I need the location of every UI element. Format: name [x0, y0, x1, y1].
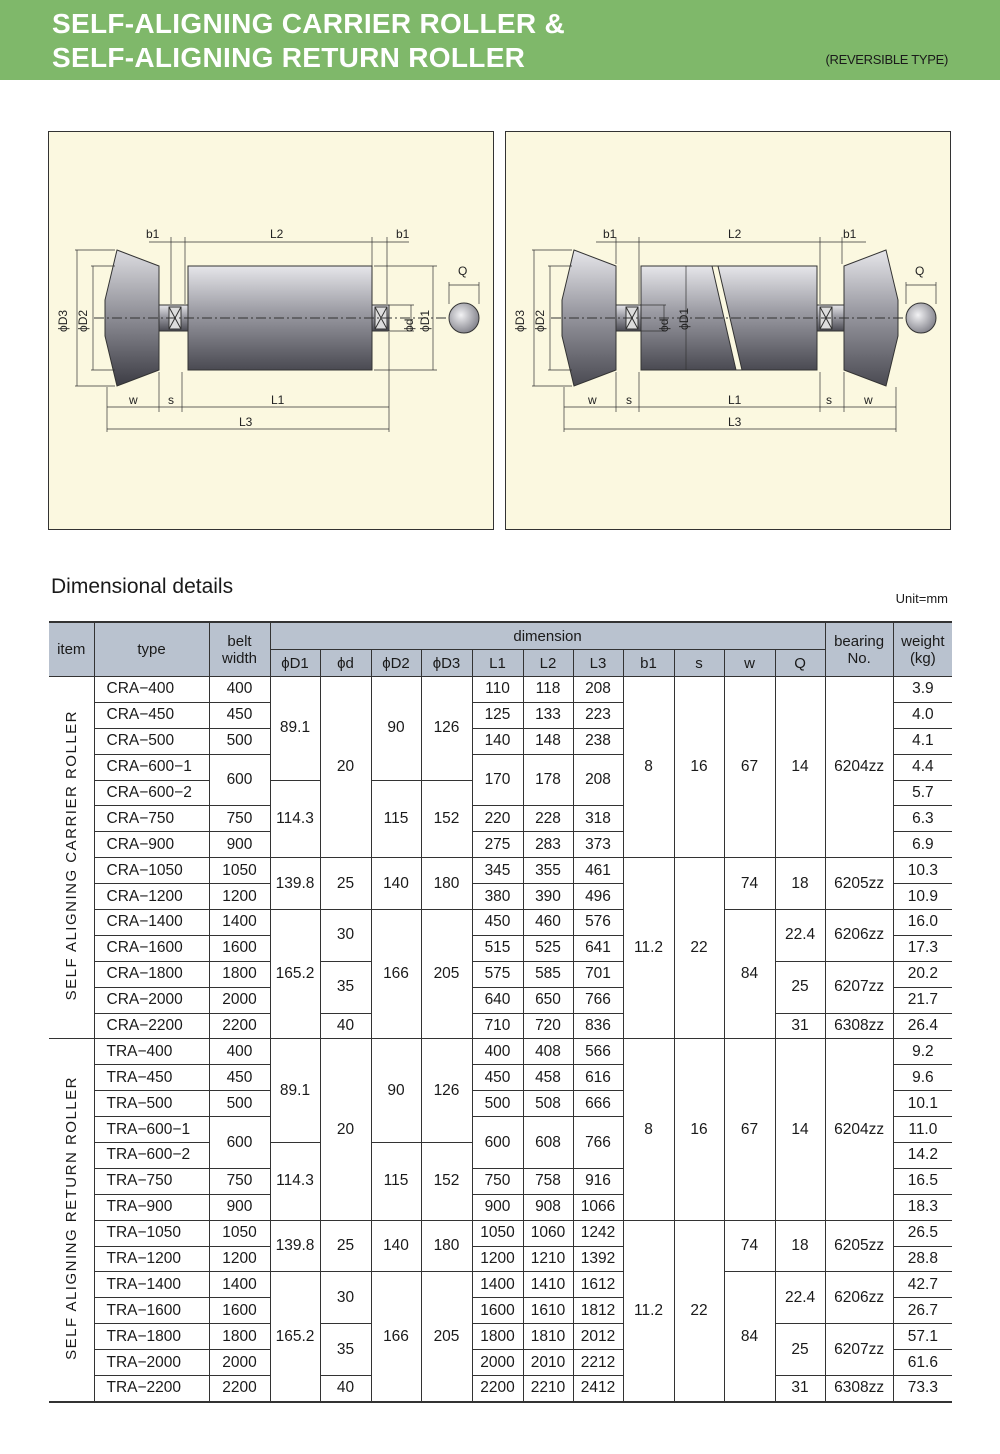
l2-cell: 908 — [523, 1194, 573, 1220]
l1-cell: 140 — [472, 728, 523, 754]
s-cell: 16 — [674, 677, 724, 858]
weight-cell: 16.5 — [893, 1168, 952, 1194]
l1-cell: 750 — [472, 1168, 523, 1194]
q-cell: 25 — [775, 961, 825, 1013]
l2-cell: 460 — [523, 910, 573, 936]
width-cell: 900 — [209, 832, 270, 858]
l2-cell: 650 — [523, 987, 573, 1013]
l3-cell: 238 — [573, 728, 623, 754]
l3-cell: 1612 — [573, 1272, 623, 1298]
d-cell: 30 — [320, 1272, 371, 1324]
table-row — [49, 1324, 952, 1350]
type-cell: CRA−900 — [94, 832, 209, 858]
weight-cell: 73.3 — [893, 1376, 952, 1402]
width-cell: 1050 — [209, 1220, 270, 1246]
weight-cell: 10.9 — [893, 884, 952, 910]
unit-label: Unit=mm — [895, 591, 948, 606]
group-carrier-label: SELF ALIGNING CARRIER ROLLER — [62, 710, 80, 1001]
dim-d1-label-2: ϕD1 — [677, 307, 691, 330]
d-cell: 40 — [320, 1376, 371, 1402]
weight-cell: 57.1 — [893, 1324, 952, 1350]
type-cell: TRA−2200 — [94, 1376, 209, 1402]
d-cell: 30 — [320, 910, 371, 962]
dim-w-right-label-2: w — [864, 393, 873, 407]
l2-cell: 1610 — [523, 1298, 573, 1324]
d3-cell: 126 — [421, 1039, 472, 1143]
width-cell: 750 — [209, 1168, 270, 1194]
type-cell: CRA−2000 — [94, 987, 209, 1013]
type-cell: TRA−2000 — [94, 1350, 209, 1376]
weight-cell: 6.9 — [893, 832, 952, 858]
l3-cell: 223 — [573, 702, 623, 728]
group-return — [49, 1039, 94, 1402]
bearing-cell: 6205zz — [825, 858, 893, 910]
width-cell: 1400 — [209, 1272, 270, 1298]
width-cell: 2000 — [209, 1350, 270, 1376]
w-cell: 67 — [724, 677, 775, 858]
type-cell: TRA−450 — [94, 1065, 209, 1091]
type-cell: CRA−600−1 — [94, 754, 209, 780]
q-cell: 31 — [775, 1376, 825, 1402]
type-cell: TRA−900 — [94, 1194, 209, 1220]
dim-l1-label-2: L1 — [728, 393, 742, 407]
bearing-cell: 6204zz — [825, 1039, 893, 1220]
l2-cell: 408 — [523, 1039, 573, 1065]
table-row — [49, 910, 952, 936]
l2-cell: 1060 — [523, 1220, 573, 1246]
l2-cell: 355 — [523, 858, 573, 884]
d-cell: 35 — [320, 961, 371, 1013]
weight-cell: 6.3 — [893, 806, 952, 832]
d-cell: 35 — [320, 1324, 371, 1376]
l3-cell: 1812 — [573, 1298, 623, 1324]
l1-cell: 170 — [472, 754, 523, 806]
weight-cell: 26.5 — [893, 1220, 952, 1246]
l1-cell: 125 — [472, 702, 523, 728]
width-cell: 2200 — [209, 1013, 270, 1039]
l2-cell: 390 — [523, 884, 573, 910]
l2-cell: 1810 — [523, 1324, 573, 1350]
weight-cell: 10.1 — [893, 1091, 952, 1117]
bearing-cell: 6207zz — [825, 961, 893, 1013]
l1-cell: 2000 — [472, 1350, 523, 1376]
dim-d3-label-2: ϕD3 — [513, 309, 527, 332]
page-title-line1: SELF-ALIGNING CARRIER ROLLER & — [52, 8, 565, 39]
l3-cell: 566 — [573, 1039, 623, 1065]
l2-cell: 525 — [523, 935, 573, 961]
l1-cell: 345 — [472, 858, 523, 884]
bearing-cell: 6207zz — [825, 1324, 893, 1376]
dim-b1-right-label: b1 — [396, 227, 410, 241]
header-item: item — [49, 622, 94, 677]
l3-cell: 461 — [573, 858, 623, 884]
table-row — [49, 1013, 952, 1039]
width-cell: 2000 — [209, 987, 270, 1013]
weight-cell: 18.3 — [893, 1194, 952, 1220]
l3-cell: 2012 — [573, 1324, 623, 1350]
l2-cell: 758 — [523, 1168, 573, 1194]
l2-cell: 228 — [523, 806, 573, 832]
w-cell: 84 — [724, 910, 775, 1039]
l2-cell: 178 — [523, 754, 573, 806]
type-cell: CRA−1050 — [94, 858, 209, 884]
type-cell: CRA−1600 — [94, 935, 209, 961]
weight-cell: 5.7 — [893, 780, 952, 806]
type-cell: CRA−500 — [94, 728, 209, 754]
width-cell: 750 — [209, 806, 270, 832]
dim-d-label-2: ϕd — [657, 318, 671, 332]
l2-cell: 720 — [523, 1013, 573, 1039]
type-cell: TRA−1050 — [94, 1220, 209, 1246]
d-cell: 25 — [320, 1220, 371, 1272]
l2-cell: 133 — [523, 702, 573, 728]
page-subtitle: (REVERSIBLE TYPE) — [825, 52, 948, 67]
dim-s-label: s — [168, 393, 174, 407]
d-cell: 20 — [320, 1039, 371, 1220]
l2-cell: 148 — [523, 728, 573, 754]
l1-cell: 710 — [472, 1013, 523, 1039]
header-l3: L3 — [573, 650, 623, 677]
l2-cell: 2210 — [523, 1376, 573, 1402]
width-cell: 400 — [209, 677, 270, 703]
l3-cell: 2412 — [573, 1376, 623, 1402]
d3-cell: 205 — [421, 910, 472, 1039]
w-cell: 74 — [724, 1220, 775, 1272]
l1-cell: 275 — [472, 832, 523, 858]
l1-cell: 2200 — [472, 1376, 523, 1402]
header-dimension: dimension — [270, 622, 825, 650]
dim-s-left-label-2: s — [626, 393, 632, 407]
l3-cell: 1242 — [573, 1220, 623, 1246]
dim-l1-label: L1 — [271, 393, 285, 407]
d2-cell: 115 — [371, 1143, 421, 1221]
l2-cell: 1210 — [523, 1246, 573, 1272]
table-row — [49, 961, 952, 987]
weight-cell: 4.0 — [893, 702, 952, 728]
weight-cell: 61.6 — [893, 1350, 952, 1376]
dim-d2-label-2: ϕD2 — [533, 309, 547, 332]
width-cell: 1050 — [209, 858, 270, 884]
l3-cell: 666 — [573, 1091, 623, 1117]
l3-cell: 208 — [573, 754, 623, 806]
table-row — [49, 858, 952, 884]
weight-cell: 9.6 — [893, 1065, 952, 1091]
header-s: s — [674, 650, 724, 677]
width-cell: 600 — [209, 754, 270, 806]
width-cell: 500 — [209, 728, 270, 754]
type-cell: TRA−600−1 — [94, 1117, 209, 1143]
width-cell: 1800 — [209, 1324, 270, 1350]
l3-cell: 766 — [573, 987, 623, 1013]
d2-cell: 140 — [371, 1220, 421, 1272]
weight-cell: 10.3 — [893, 858, 952, 884]
type-cell: TRA−1800 — [94, 1324, 209, 1350]
dim-w-left-label-2: w — [588, 393, 597, 407]
q-cell: 22.4 — [775, 910, 825, 962]
dim-q-label: Q — [458, 264, 468, 278]
l1-cell: 400 — [472, 1039, 523, 1065]
d1-cell: 114.3 — [270, 1143, 320, 1221]
width-cell: 500 — [209, 1091, 270, 1117]
header-l2: L2 — [523, 650, 573, 677]
type-cell: TRA−500 — [94, 1091, 209, 1117]
dim-b1-left-label: b1 — [146, 227, 160, 241]
header-b1: b1 — [623, 650, 674, 677]
dim-l3-label: L3 — [239, 415, 253, 429]
w-cell: 84 — [724, 1272, 775, 1402]
header-bearing: bearing No. — [825, 622, 893, 677]
l1-cell: 575 — [472, 961, 523, 987]
dim-d1-label: ϕD1 — [418, 309, 432, 332]
dim-b1-right-label-2: b1 — [843, 227, 857, 241]
d3-cell: 205 — [421, 1272, 472, 1402]
table-row — [49, 677, 952, 703]
d2-cell: 90 — [371, 677, 421, 781]
type-cell: TRA−750 — [94, 1168, 209, 1194]
header-belt-width: belt width — [209, 622, 270, 677]
d3-cell: 180 — [421, 858, 472, 910]
return-roller-drawing — [505, 131, 951, 530]
d-cell: 20 — [320, 677, 371, 858]
weight-cell: 9.2 — [893, 1039, 952, 1065]
weight-cell: 26.7 — [893, 1298, 952, 1324]
bearing-cell: 6308zz — [825, 1013, 893, 1039]
carrier-rows — [49, 677, 952, 1039]
l3-cell: 318 — [573, 806, 623, 832]
weight-cell: 4.1 — [893, 728, 952, 754]
dim-d2-label: ϕD2 — [76, 309, 90, 332]
type-cell: CRA−450 — [94, 702, 209, 728]
l1-cell: 450 — [472, 910, 523, 936]
header-type: type — [94, 622, 209, 677]
type-cell: CRA−750 — [94, 806, 209, 832]
d3-cell: 152 — [421, 780, 472, 858]
return-rows — [49, 1039, 952, 1402]
header-d3: ϕD3 — [421, 650, 472, 677]
l1-cell: 450 — [472, 1065, 523, 1091]
q-cell: 18 — [775, 858, 825, 910]
width-cell: 600 — [209, 1117, 270, 1169]
l2-cell: 2010 — [523, 1350, 573, 1376]
l1-cell: 1600 — [472, 1298, 523, 1324]
width-cell: 1800 — [209, 961, 270, 987]
carrier-roller-drawing — [48, 131, 494, 530]
type-cell: TRA−1200 — [94, 1246, 209, 1272]
dim-q-label-2: Q — [915, 264, 925, 278]
q-cell: 22.4 — [775, 1272, 825, 1324]
l3-cell: 701 — [573, 961, 623, 987]
type-cell: CRA−1800 — [94, 961, 209, 987]
weight-cell: 4.4 — [893, 754, 952, 780]
type-cell: CRA−1200 — [94, 884, 209, 910]
b1-cell: 8 — [623, 677, 674, 858]
d1-cell: 114.3 — [270, 780, 320, 858]
d2-cell: 90 — [371, 1039, 421, 1143]
weight-cell: 21.7 — [893, 987, 952, 1013]
header-d1: ϕD1 — [270, 650, 320, 677]
dim-l2-label-2: L2 — [728, 227, 742, 241]
q-cell: 14 — [775, 677, 825, 858]
weight-cell: 11.0 — [893, 1117, 952, 1143]
q-cell: 14 — [775, 1039, 825, 1220]
l3-cell: 2212 — [573, 1350, 623, 1376]
l3-cell: 916 — [573, 1168, 623, 1194]
table-row — [49, 1272, 952, 1298]
bearing-cell: 6308zz — [825, 1376, 893, 1402]
s-cell: 22 — [674, 1220, 724, 1402]
l3-cell: 836 — [573, 1013, 623, 1039]
bearing-cell: 6205zz — [825, 1220, 893, 1272]
weight-cell: 16.0 — [893, 910, 952, 936]
d1-cell: 165.2 — [270, 1272, 320, 1402]
l2-cell: 118 — [523, 677, 573, 703]
d1-cell: 165.2 — [270, 910, 320, 1039]
q-cell: 18 — [775, 1220, 825, 1272]
l2-cell: 508 — [523, 1091, 573, 1117]
d1-cell: 89.1 — [270, 677, 320, 781]
l3-cell: 1066 — [573, 1194, 623, 1220]
l1-cell: 900 — [472, 1194, 523, 1220]
l1-cell: 515 — [472, 935, 523, 961]
dimension-table — [49, 621, 952, 1403]
d1-cell: 139.8 — [270, 1220, 320, 1272]
header-d2: ϕD2 — [371, 650, 421, 677]
w-cell: 74 — [724, 858, 775, 910]
s-cell: 22 — [674, 858, 724, 1039]
width-cell: 1200 — [209, 884, 270, 910]
width-cell: 900 — [209, 1194, 270, 1220]
weight-cell: 14.2 — [893, 1143, 952, 1169]
type-cell: CRA−2200 — [94, 1013, 209, 1039]
bearing-cell: 6206zz — [825, 1272, 893, 1324]
l2-cell: 608 — [523, 1117, 573, 1169]
group-carrier — [49, 677, 94, 1039]
d2-cell: 140 — [371, 858, 421, 910]
width-cell: 450 — [209, 702, 270, 728]
type-cell: TRA−1600 — [94, 1298, 209, 1324]
section-title: Dimensional details — [51, 575, 234, 598]
l2-cell: 585 — [523, 961, 573, 987]
weight-cell: 26.4 — [893, 1013, 952, 1039]
l2-cell: 1410 — [523, 1272, 573, 1298]
table-row — [49, 1220, 952, 1246]
b1-cell: 11.2 — [623, 1220, 674, 1402]
width-cell: 1600 — [209, 935, 270, 961]
l3-cell: 766 — [573, 1117, 623, 1169]
l3-cell: 1392 — [573, 1246, 623, 1272]
q-cell: 25 — [775, 1324, 825, 1376]
dim-d3-label: ϕD3 — [56, 309, 70, 332]
l1-cell: 220 — [472, 806, 523, 832]
l3-cell: 641 — [573, 935, 623, 961]
d-cell: 40 — [320, 1013, 371, 1039]
b1-cell: 11.2 — [623, 858, 674, 1039]
l2-cell: 283 — [523, 832, 573, 858]
table-row — [49, 1376, 952, 1402]
title-banner — [0, 0, 1000, 80]
dim-s-right-label-2: s — [826, 393, 832, 407]
d2-cell: 115 — [371, 780, 421, 858]
weight-cell: 20.2 — [893, 961, 952, 987]
d1-cell: 139.8 — [270, 858, 320, 910]
type-cell: CRA−400 — [94, 677, 209, 703]
l3-cell: 616 — [573, 1065, 623, 1091]
header-w: w — [724, 650, 775, 677]
weight-cell: 42.7 — [893, 1272, 952, 1298]
type-cell: TRA−600−2 — [94, 1143, 209, 1169]
l1-cell: 110 — [472, 677, 523, 703]
l3-cell: 208 — [573, 677, 623, 703]
l3-cell: 496 — [573, 884, 623, 910]
weight-cell: 17.3 — [893, 935, 952, 961]
width-cell: 450 — [209, 1065, 270, 1091]
d1-cell: 89.1 — [270, 1039, 320, 1143]
d3-cell: 126 — [421, 677, 472, 781]
d2-cell: 166 — [371, 1272, 421, 1402]
type-cell: TRA−1400 — [94, 1272, 209, 1298]
header-d: ϕd — [320, 650, 371, 677]
table-row — [49, 1039, 952, 1065]
type-cell: TRA−400 — [94, 1039, 209, 1065]
l1-cell: 600 — [472, 1117, 523, 1169]
l3-cell: 576 — [573, 910, 623, 936]
q-cell: 31 — [775, 1013, 825, 1039]
weight-cell: 3.9 — [893, 677, 952, 703]
b1-cell: 8 — [623, 1039, 674, 1220]
d3-cell: 180 — [421, 1220, 472, 1272]
w-cell: 67 — [724, 1039, 775, 1220]
header-q: Q — [775, 650, 825, 677]
page-title-line2: SELF-ALIGNING RETURN ROLLER — [52, 42, 526, 73]
l1-cell: 640 — [472, 987, 523, 1013]
dim-l3-label-2: L3 — [728, 415, 742, 429]
width-cell: 1600 — [209, 1298, 270, 1324]
width-cell: 400 — [209, 1039, 270, 1065]
l1-cell: 1050 — [472, 1220, 523, 1246]
header-weight: weight (kg) — [893, 622, 952, 677]
dim-b1-left-label-2: b1 — [603, 227, 617, 241]
header-l1: L1 — [472, 650, 523, 677]
l1-cell: 1400 — [472, 1272, 523, 1298]
l1-cell: 1200 — [472, 1246, 523, 1272]
dim-w-label: w — [129, 393, 138, 407]
l3-cell: 373 — [573, 832, 623, 858]
s-cell: 16 — [674, 1039, 724, 1220]
bearing-cell: 6204zz — [825, 677, 893, 858]
dim-l2-label: L2 — [270, 227, 284, 241]
width-cell: 1400 — [209, 910, 270, 936]
l1-cell: 380 — [472, 884, 523, 910]
width-cell: 1200 — [209, 1246, 270, 1272]
d-cell: 25 — [320, 858, 371, 910]
type-cell: CRA−600−2 — [94, 780, 209, 806]
d2-cell: 166 — [371, 910, 421, 1039]
type-cell: CRA−1400 — [94, 910, 209, 936]
l1-cell: 1800 — [472, 1324, 523, 1350]
group-return-label: SELF ALIGNING RETURN ROLLER — [62, 1075, 80, 1360]
dim-d-label: ϕd — [402, 318, 416, 332]
l1-cell: 500 — [472, 1091, 523, 1117]
width-cell: 2200 — [209, 1376, 270, 1402]
weight-cell: 28.8 — [893, 1246, 952, 1272]
d3-cell: 152 — [421, 1143, 472, 1221]
bearing-cell: 6206zz — [825, 910, 893, 962]
l2-cell: 458 — [523, 1065, 573, 1091]
